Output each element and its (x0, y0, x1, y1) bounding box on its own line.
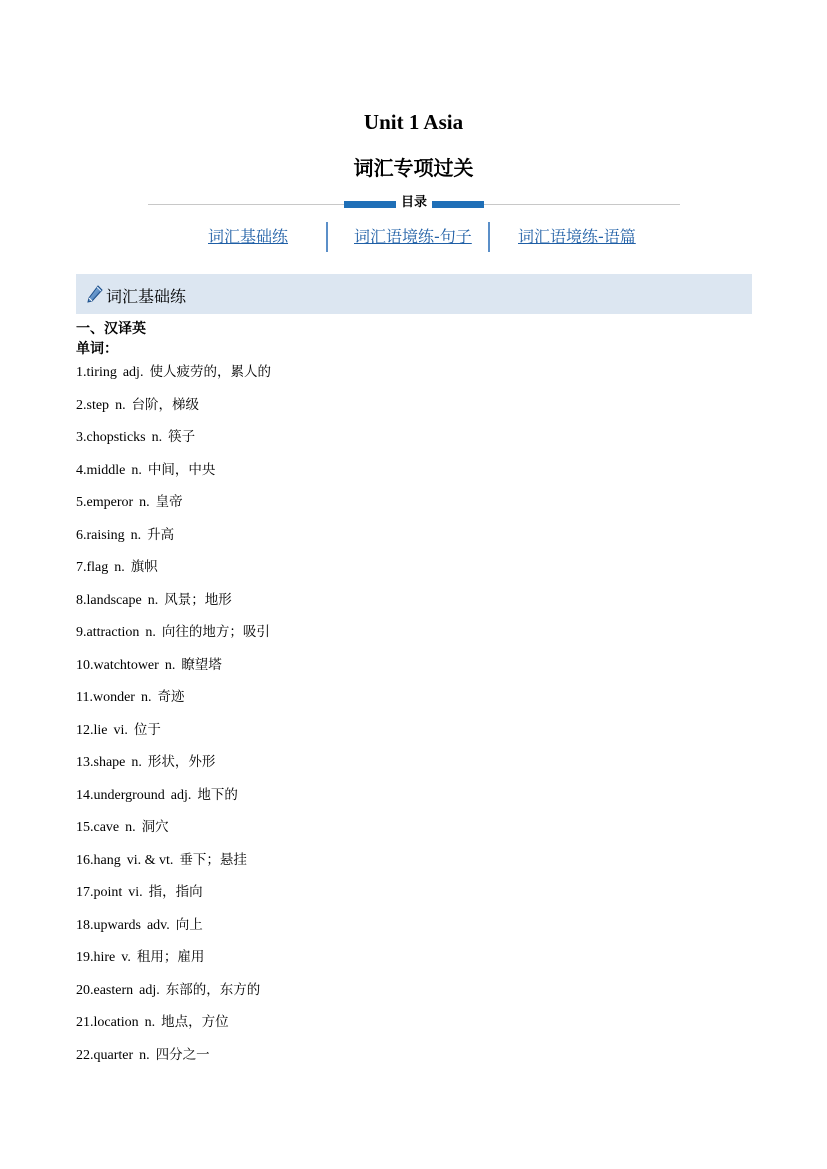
part-heading: 一、汉译英 (76, 321, 146, 337)
toc-link-passage[interactable]: 词汇语境练-语篇 (518, 227, 636, 246)
vocab-word: 4.middle (76, 462, 126, 478)
vocab-item (76, 362, 756, 395)
vocab-meaning: 地下的 (197, 786, 238, 803)
vocab-pos: adv. (146, 917, 170, 933)
vocab-word: 9.attraction (76, 625, 140, 640)
vocab-pos: n. (140, 690, 152, 705)
vocab-pos: n. (145, 625, 156, 640)
vocab-meaning: 风景；地形 (164, 591, 232, 608)
vocab-pos: n. (125, 820, 136, 835)
section-header (76, 274, 752, 314)
vocab-item (76, 785, 756, 818)
vocab-pos: n. (131, 755, 142, 770)
vocab-pos: n. (139, 495, 150, 510)
page-title: Unit 1 Asia (363, 110, 464, 134)
vocab-word: 3.chopsticks (76, 430, 146, 445)
vocab-list (76, 362, 756, 1077)
vocab-meaning: 台阶，梯级 (131, 396, 200, 413)
vocab-item (76, 817, 756, 850)
vocab-item (76, 1012, 756, 1045)
vocab-meaning: 洞穴 (141, 819, 169, 835)
vocab-word: 1.tiring (76, 365, 117, 380)
toc-link-basic[interactable]: 词汇基础练 (208, 227, 289, 246)
vocab-word: 7.flag (76, 560, 109, 575)
vocab-meaning: 升高 (147, 526, 175, 543)
vocab-meaning: 筷子 (168, 429, 196, 445)
vocab-word: 17.point (76, 885, 123, 900)
vocab-item (76, 525, 756, 558)
toc-label: 目录 (396, 194, 432, 212)
vocab-item (76, 915, 756, 948)
vocab-item (76, 427, 756, 460)
vocab-word: 22.quarter (76, 1047, 134, 1063)
vocab-pos: adj. (122, 365, 144, 380)
vocab-word: 6.raising (76, 527, 125, 543)
vocab-meaning: 向往的地方；吸引 (161, 624, 270, 640)
vocab-pos: n. (147, 592, 159, 608)
vocab-item (76, 622, 756, 655)
vocab-word: 18.upwards (76, 917, 141, 933)
vocab-meaning: 四分之一 (155, 1046, 210, 1063)
vocab-word: 15.cave (76, 820, 120, 835)
vocab-pos: n. (164, 657, 176, 673)
vocab-word: 19.hire (76, 950, 116, 965)
vocab-pos: vi. (128, 885, 143, 900)
vocab-meaning: 指，指向 (148, 884, 203, 900)
toc-links (0, 222, 827, 252)
toc-separator (326, 222, 328, 252)
vocab-meaning: 形状，外形 (147, 754, 216, 770)
vocab-pos: n. (115, 397, 126, 413)
vocab-meaning: 租用；雇用 (136, 949, 205, 965)
vocab-pos: n. (130, 527, 142, 543)
vocab-meaning: 旗帜 (130, 559, 158, 575)
vocab-pos: n. (144, 1015, 156, 1030)
vocab-item (76, 980, 756, 1013)
vocab-word: 5.emperor (76, 495, 134, 510)
toc-link-sentence[interactable]: 词汇语境练-句子 (354, 227, 472, 246)
vocab-item (76, 655, 756, 688)
vocab-item (76, 557, 756, 590)
vocab-meaning: 东部的，东方的 (165, 981, 261, 998)
vocab-word: 11.wonder (76, 690, 135, 705)
vocab-word: 20.eastern (76, 982, 134, 998)
vocab-item (76, 395, 756, 428)
vocab-meaning: 瞭望塔 (181, 656, 222, 673)
vocab-word: 12.lie (76, 722, 108, 738)
vocab-item (76, 947, 756, 980)
section-title: 词汇基础练 (106, 287, 187, 306)
vocab-item (76, 752, 756, 785)
vocab-pos: n. (131, 462, 142, 478)
vocab-word: 14.underground (76, 787, 165, 803)
vocab-item (76, 1045, 756, 1078)
vocab-pos: v. (121, 950, 131, 965)
toc-separator (488, 222, 490, 252)
vocab-pos: n. (139, 1047, 150, 1063)
vocab-word: 8.landscape (76, 592, 142, 608)
vocab-meaning: 向上 (175, 916, 203, 933)
vocab-word: 16.hang (76, 852, 121, 868)
vocab-item (76, 492, 756, 525)
vocab-pos: n. (114, 560, 125, 575)
vocab-word: 21.location (76, 1015, 139, 1030)
vocab-pos: adj. (170, 787, 192, 803)
vocab-pos: n. (151, 430, 163, 445)
vocab-meaning: 使人疲劳的，累人的 (149, 364, 271, 380)
vocab-meaning: 垂下；悬挂 (179, 851, 247, 868)
vocab-word: 2.step (76, 397, 110, 413)
vocab-meaning: 中间，中央 (147, 461, 216, 478)
vocab-meaning: 皇帝 (155, 494, 183, 510)
vocab-meaning: 位于 (133, 721, 161, 738)
sub-heading: 单词： (76, 341, 118, 357)
vocab-word: 10.watchtower (76, 657, 159, 673)
vocab-pos: vi. & vt. (126, 852, 174, 868)
vocab-item (76, 720, 756, 753)
vocab-pos: vi. (113, 722, 128, 738)
page-subtitle: 词汇专项过关 (353, 156, 474, 180)
vocab-word: 13.shape (76, 755, 126, 770)
vocab-meaning: 奇迹 (157, 689, 185, 705)
vocab-item (76, 460, 756, 493)
vocab-item (76, 590, 756, 623)
vocab-item (76, 850, 756, 883)
vocab-pos: adj. (139, 982, 160, 998)
pencil-icon (86, 284, 104, 304)
vocab-item (76, 882, 756, 915)
vocab-item (76, 687, 756, 720)
vocab-meaning: 地点，方位 (161, 1014, 229, 1030)
